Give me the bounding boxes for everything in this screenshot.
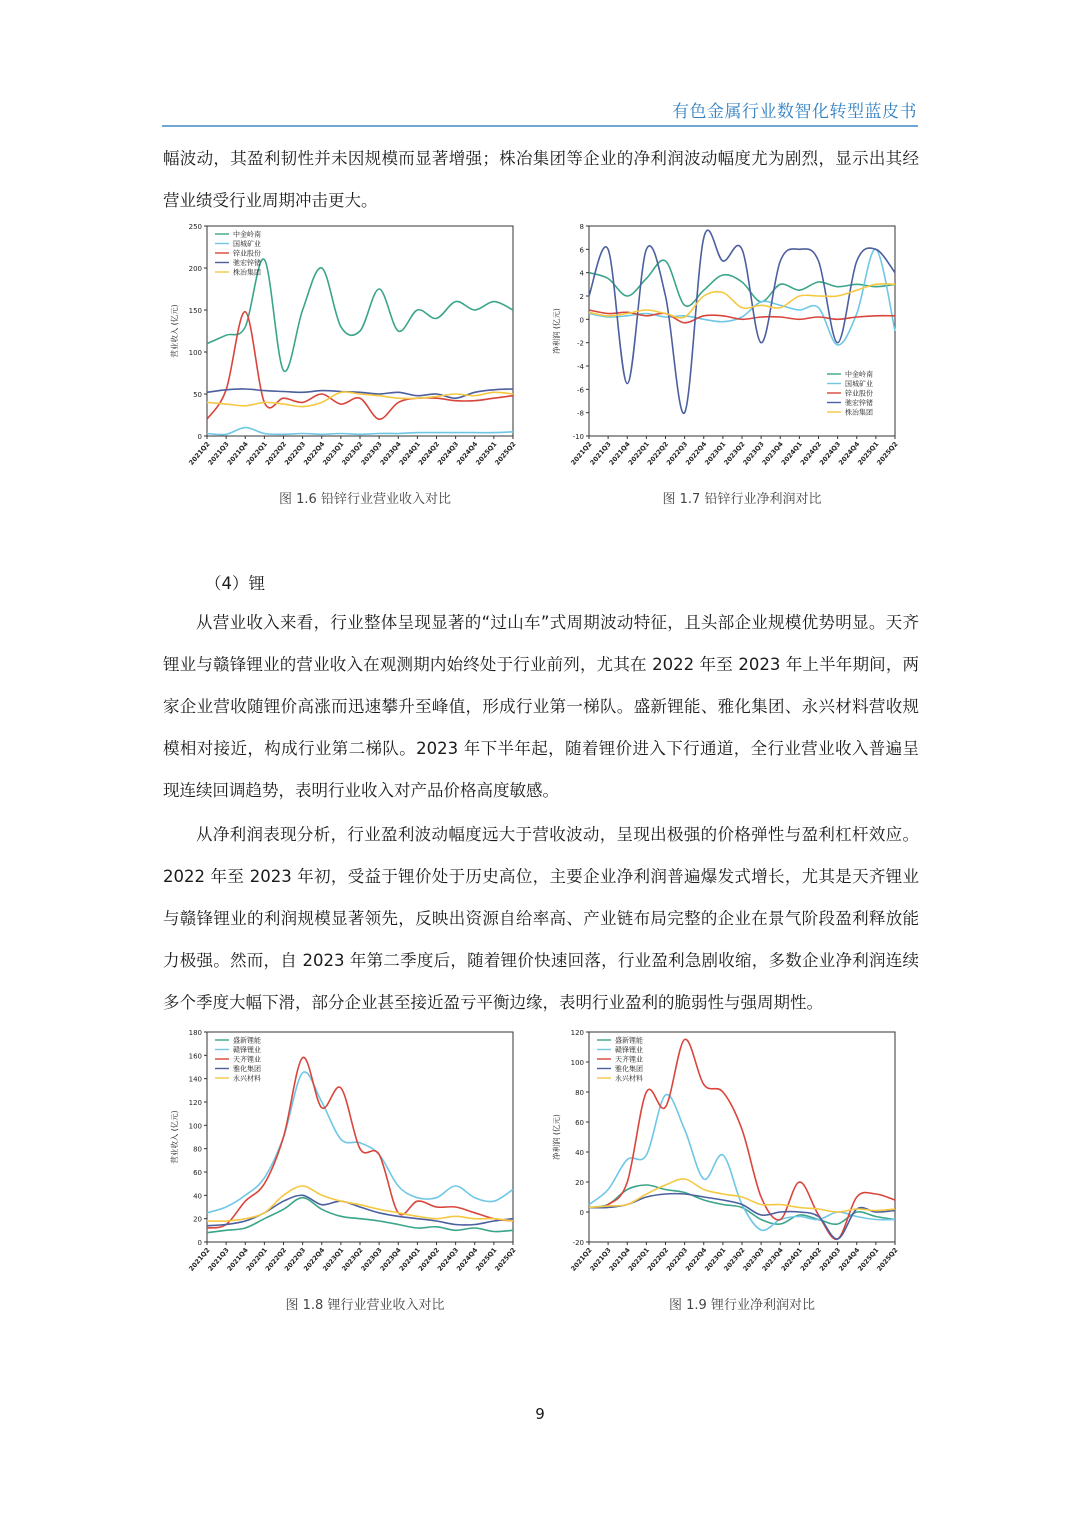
y-tick-label: 0	[579, 316, 584, 325]
y-tick-label: 200	[188, 265, 202, 273]
paragraph-profit: 从净利润表现分析，行业盈利波动幅度远大于营收波动，呈现出极强的价格弹性与盈利杠杆效应。2022 年至 2023 年初，受益于锂价处于历史高位，主要企业净利润普遍爆发式增长，尤其是天齐锂业与赣锋锂业的利润规模显著领先，反映出资源自给率高、产业链布局完整的企业在景气阶段盈利释放能力极强。然而，自 2023 年第二季度后，随着锂价快速回落，行业盈利急剧收缩，多数企业净利润连续多个季度大幅下滑，部分企业甚至接近盈亏平衡边缘，表明行业盈利的脆弱性与强周期性。	[163, 825, 919, 1012]
y-tick-label: 60	[575, 1119, 584, 1127]
legend-label: 中金岭南	[845, 370, 873, 379]
series-line	[207, 312, 513, 420]
x-tick-label: 2022Q2	[645, 1246, 671, 1273]
y-tick-label: 40	[193, 1192, 202, 1201]
x-tick-label: 2023Q2	[722, 1246, 747, 1273]
legend-label: 中金岭南	[233, 230, 261, 239]
x-tick-label: 2025Q1	[856, 440, 881, 467]
x-tick-label: 2024Q4	[455, 1246, 480, 1273]
y-tick-label: -6	[577, 386, 584, 395]
chart-fig19	[545, 1024, 905, 1289]
y-tick-label: 100	[188, 349, 202, 357]
x-tick-label: 2021Q2	[187, 1246, 212, 1273]
x-tick-label: 2021Q3	[206, 1246, 231, 1273]
x-tick-label: 2025Q2	[493, 1246, 518, 1273]
legend-label: 天齐锂业	[233, 1055, 261, 1064]
legend-label: 株冶集团	[845, 408, 873, 417]
legend-label: 国城矿业	[845, 380, 873, 388]
y-tick-label: 80	[575, 1089, 584, 1097]
legend-label: 雅化集团	[233, 1065, 261, 1073]
x-tick-label: 2023Q3	[741, 1246, 766, 1273]
y-tick-label: -4	[577, 363, 584, 371]
legend-label: 驰宏锌锗	[233, 259, 261, 267]
y-tick-label: 80	[193, 1145, 202, 1154]
y-tick-label: 0	[197, 433, 202, 441]
y-tick-label: 100	[188, 1122, 202, 1131]
legend-label: 永兴材料	[233, 1074, 261, 1083]
header-title: 有色金属行业数智化转型蓝皮书	[672, 102, 917, 122]
y-axis-label: 营业收入 (亿元)	[170, 1110, 179, 1164]
legend-label: 盛新锂能	[615, 1036, 643, 1045]
chart-fig16	[163, 218, 523, 483]
x-tick-label: 2025Q2	[493, 440, 518, 467]
x-tick-label: 2023Q4	[378, 440, 403, 467]
x-tick-label: 2021Q2	[569, 440, 594, 467]
x-tick-label: 2021Q4	[607, 440, 632, 467]
x-tick-label: 2025Q1	[474, 1246, 499, 1273]
section-title: （4）锂	[205, 574, 265, 593]
x-tick-label: 2021Q3	[588, 440, 613, 467]
x-tick-label: 2024Q4	[455, 440, 480, 467]
x-tick-label: 2024Q3	[435, 440, 461, 467]
y-tick-label: 40	[575, 1149, 584, 1157]
y-tick-label: -2	[577, 339, 584, 348]
x-tick-label: 2022Q3	[282, 1246, 308, 1273]
x-tick-label: 2024Q2	[416, 440, 442, 467]
x-tick-label: 2023Q4	[378, 1246, 403, 1273]
legend-label: 锌业股份	[233, 249, 261, 258]
x-tick-label: 2021Q2	[569, 1246, 594, 1273]
series-line	[207, 1186, 513, 1221]
x-tick-label: 2023Q1	[321, 440, 346, 467]
caption-fig17: 图 1.7 铅锌行业净利润对比	[662, 492, 822, 507]
y-tick-label: 20	[575, 1179, 584, 1187]
x-tick-label: 2025Q2	[875, 440, 900, 467]
y-tick-label: 0	[197, 1239, 202, 1247]
x-tick-label: 2021Q2	[187, 440, 212, 467]
paragraph-revenue: 从营业收入来看，行业整体呈现显著的“过山车”式周期波动特征，且头部企业规模优势明显。天齐锂业与赣锋锂业的营业收入在观测期内始终处于行业前列，尤其在 2022 年至 2023 年上半年期间，两家企业营收随锂价高涨而迅速攀升至峰值，形成行业第一梯队。盛新锂能、雅化集团、永兴材料营收规模相对接近，构成行业第二梯队。2023 年下半年起，随着锂价进入下行通道，全行业营业收入普遍呈现连续回调趋势，表明行业收入对产品价格高度敏感。	[163, 613, 919, 800]
caption-fig19: 图 1.9 锂行业净利润对比	[669, 1298, 815, 1313]
legend-label: 永兴材料	[615, 1074, 643, 1083]
x-tick-label: 2022Q1	[626, 1246, 651, 1273]
x-tick-label: 2024Q1	[779, 440, 804, 467]
x-tick-label: 2023Q3	[359, 440, 384, 467]
x-tick-label: 2024Q1	[397, 440, 422, 467]
y-tick-label: 120	[570, 1029, 584, 1037]
x-tick-label: 2021Q4	[225, 440, 250, 467]
y-axis-label: 净利润 (亿元)	[552, 308, 561, 354]
x-tick-label: 2022Q4	[302, 1246, 327, 1273]
x-tick-label: 2023Q4	[760, 440, 785, 467]
x-tick-label: 2021Q4	[225, 1246, 250, 1273]
x-tick-label: 2022Q1	[626, 440, 651, 467]
x-tick-label: 2022Q4	[684, 1246, 709, 1273]
y-tick-label: 6	[579, 246, 584, 255]
chart-fig18	[163, 1024, 523, 1289]
y-tick-label: 180	[188, 1029, 202, 1037]
caption-fig18: 图 1.8 锂行业营业收入对比	[285, 1298, 445, 1313]
x-tick-label: 2023Q2	[722, 440, 747, 467]
x-tick-label: 2021Q3	[206, 440, 231, 467]
y-tick-label: 140	[188, 1075, 202, 1084]
x-tick-label: 2023Q2	[340, 1246, 365, 1273]
y-tick-label: 250	[188, 223, 202, 231]
x-tick-label: 2023Q3	[359, 1246, 384, 1273]
x-tick-label: 2023Q4	[760, 1246, 785, 1273]
x-tick-label: 2024Q3	[817, 440, 843, 467]
chart-fig17	[545, 218, 905, 483]
y-tick-label: 20	[193, 1215, 202, 1224]
x-tick-label: 2025Q1	[474, 440, 499, 467]
y-tick-label: 160	[188, 1052, 202, 1061]
y-tick-label: -10	[572, 433, 584, 441]
legend-label: 赣锋锂业	[233, 1046, 261, 1054]
legend-label: 赣锋锂业	[615, 1046, 643, 1054]
x-tick-label: 2023Q2	[340, 440, 365, 467]
x-tick-label: 2023Q1	[703, 1246, 728, 1273]
x-tick-label: 2024Q2	[798, 1246, 824, 1273]
y-tick-label: -20	[572, 1239, 584, 1247]
x-tick-label: 2022Q4	[684, 440, 709, 467]
x-tick-label: 2023Q3	[741, 440, 766, 467]
x-tick-label: 2024Q3	[435, 1246, 461, 1273]
x-tick-label: 2023Q1	[703, 440, 728, 467]
x-tick-label: 2022Q2	[645, 440, 671, 467]
x-tick-label: 2024Q4	[837, 440, 862, 467]
x-tick-label: 2022Q2	[263, 440, 289, 467]
x-tick-label: 2024Q2	[416, 1246, 442, 1273]
legend-label: 驰宏锌锗	[845, 399, 873, 407]
x-tick-label: 2022Q3	[664, 440, 690, 467]
legend-label: 国城矿业	[233, 240, 261, 248]
paragraph-continued: 幅波动，其盈利韧性并未因规模而显著增强；株冶集团等企业的净利润波动幅度尤为剧烈，显示出其经营业绩受行业周期冲击更大。	[163, 149, 919, 210]
page-number: 9	[535, 1405, 545, 1423]
y-tick-label: 8	[579, 223, 584, 231]
x-tick-label: 2023Q1	[321, 1246, 346, 1273]
legend-label: 天齐锂业	[615, 1055, 643, 1064]
x-tick-label: 2024Q4	[837, 1246, 862, 1273]
x-tick-label: 2025Q1	[856, 1246, 881, 1273]
series-line	[207, 1072, 513, 1213]
x-tick-label: 2021Q4	[607, 1246, 632, 1273]
y-axis-label: 营业收入 (亿元)	[170, 304, 179, 358]
y-tick-label: 2	[579, 293, 584, 301]
x-tick-label: 2022Q1	[244, 1246, 269, 1273]
x-tick-label: 2022Q3	[282, 440, 308, 467]
x-tick-label: 2024Q2	[798, 440, 824, 467]
x-tick-label: 2022Q4	[302, 440, 327, 467]
x-tick-label: 2022Q1	[244, 440, 269, 467]
y-tick-label: 0	[579, 1209, 584, 1217]
header-rule	[162, 125, 918, 127]
legend-label: 雅化集团	[615, 1065, 643, 1073]
series-line	[207, 428, 513, 435]
series-line	[207, 1198, 513, 1233]
y-tick-label: 150	[188, 307, 202, 315]
x-tick-label: 2022Q2	[263, 1246, 289, 1273]
caption-fig16: 图 1.6 铅锌行业营业收入对比	[279, 492, 451, 507]
x-tick-label: 2022Q3	[664, 1246, 690, 1273]
x-tick-label: 2021Q3	[588, 1246, 613, 1273]
y-tick-label: 60	[193, 1169, 202, 1177]
y-tick-label: 120	[188, 1099, 202, 1107]
x-tick-label: 2024Q1	[779, 1246, 804, 1273]
legend-label: 锌业股份	[845, 389, 873, 398]
legend-label: 盛新锂能	[233, 1036, 261, 1045]
x-tick-label: 2024Q1	[397, 1246, 422, 1273]
x-tick-label: 2025Q2	[875, 1246, 900, 1273]
y-tick-label: 4	[579, 269, 584, 278]
legend-label: 株冶集团	[233, 268, 261, 277]
y-axis-label: 净利润 (亿元)	[552, 1114, 561, 1160]
y-tick-label: 100	[570, 1059, 584, 1067]
y-tick-label: 50	[193, 391, 202, 399]
x-tick-label: 2024Q3	[817, 1246, 843, 1273]
y-tick-label: -8	[577, 409, 584, 418]
